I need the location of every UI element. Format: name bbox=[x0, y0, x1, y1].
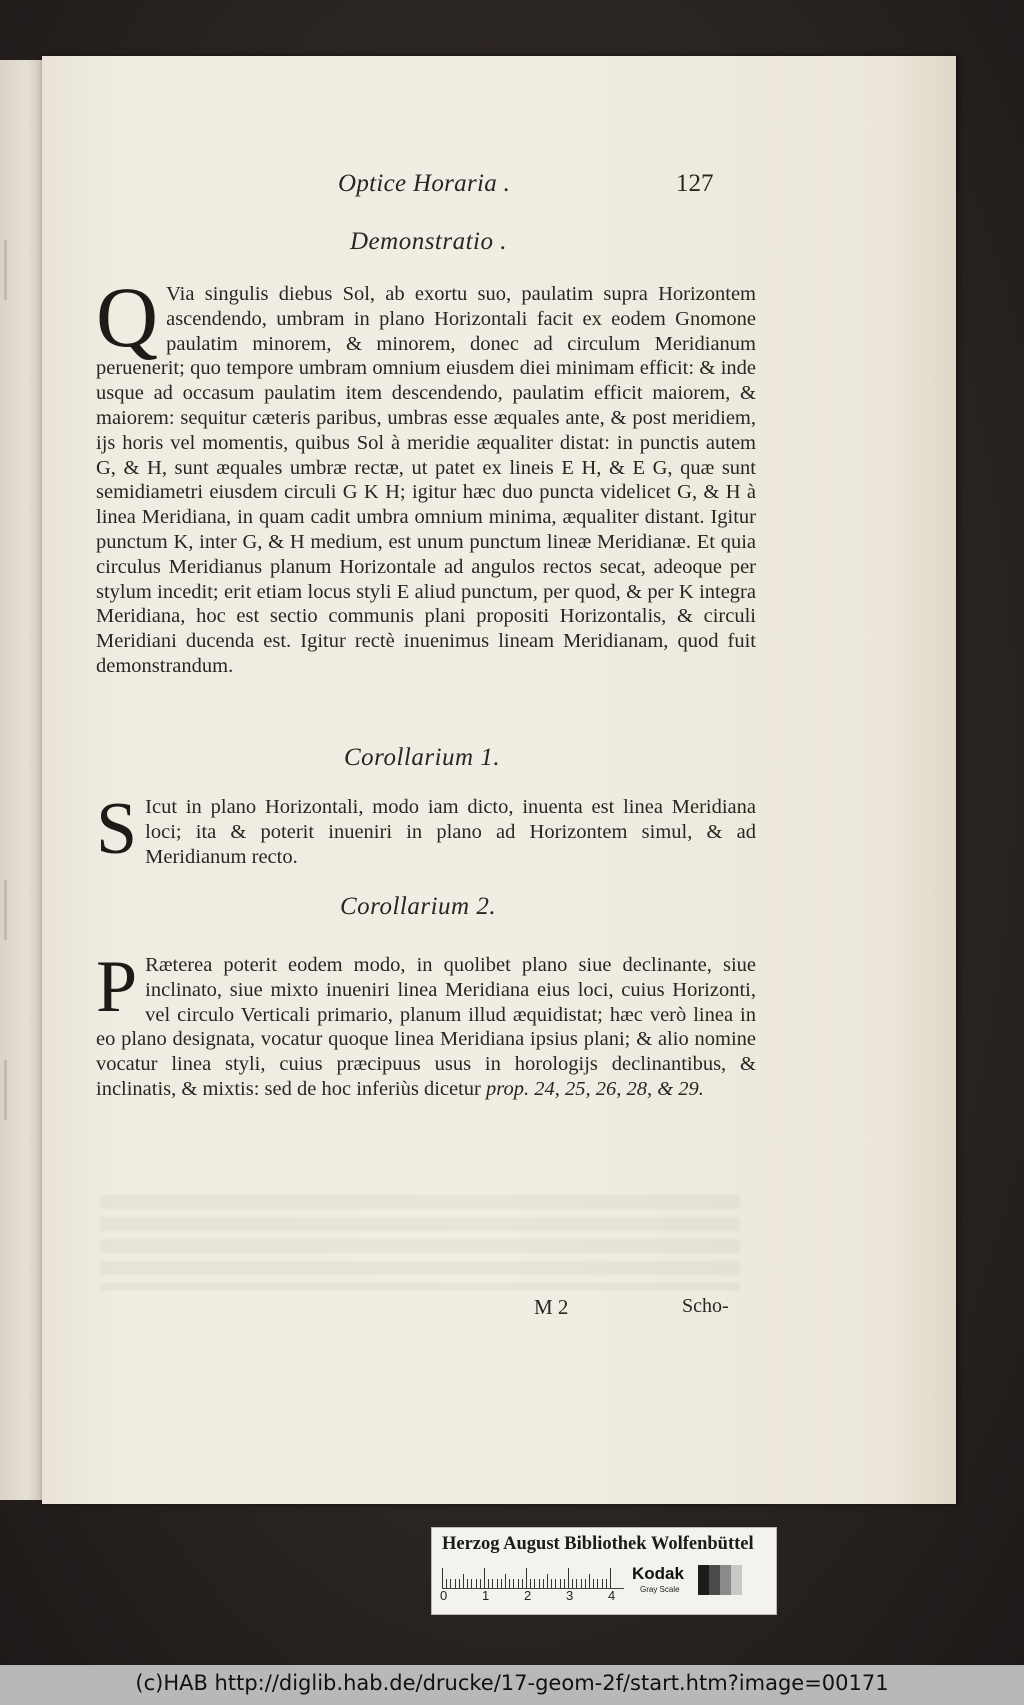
gray-patch bbox=[731, 1565, 742, 1595]
ruler-tick bbox=[555, 1579, 556, 1588]
ruler-tick bbox=[610, 1568, 611, 1588]
ruler-tick bbox=[467, 1579, 468, 1588]
gray-scale-label: Gray Scale bbox=[640, 1585, 680, 1594]
ruler-tick bbox=[543, 1579, 544, 1588]
ruler-tick bbox=[568, 1568, 569, 1588]
ruler-tick bbox=[581, 1579, 582, 1588]
ruler-tick bbox=[572, 1579, 573, 1588]
ruler-label: 0 bbox=[440, 1588, 448, 1603]
ruler-tick bbox=[539, 1579, 540, 1588]
ruler-tick bbox=[501, 1579, 502, 1588]
running-title: Optice Horaria . bbox=[338, 170, 511, 197]
facing-page-bleed bbox=[4, 240, 41, 300]
gray-scale-patches bbox=[698, 1565, 742, 1595]
ruler-tick bbox=[459, 1579, 460, 1588]
ruler-tick bbox=[522, 1579, 523, 1588]
corollarium-2-paragraph bbox=[96, 946, 756, 1102]
ruler-tick bbox=[560, 1579, 561, 1588]
ruler-tick bbox=[497, 1579, 498, 1588]
ruler-tick bbox=[513, 1579, 514, 1588]
ruler-tick bbox=[576, 1579, 577, 1588]
ruler-tick bbox=[593, 1579, 594, 1588]
ruler-label: 3 bbox=[566, 1588, 574, 1603]
corollarium-1-heading: Corollarium 1. bbox=[344, 744, 501, 771]
ruler-tick bbox=[518, 1579, 519, 1588]
scale-ruler bbox=[442, 1566, 624, 1589]
ruler-tick bbox=[551, 1579, 552, 1588]
ruler-tick bbox=[484, 1568, 485, 1588]
facing-page-bleed bbox=[4, 880, 41, 940]
dropcap-q: Q bbox=[96, 269, 159, 365]
ruler-label: 4 bbox=[608, 1588, 616, 1603]
signature-mark: M 2 bbox=[534, 1295, 569, 1319]
ruler-tick bbox=[606, 1579, 607, 1588]
corollarium-1-paragraph bbox=[96, 788, 756, 870]
dropcap-p: P bbox=[96, 946, 138, 1028]
gray-patch bbox=[698, 1565, 709, 1595]
ruler-tick bbox=[602, 1579, 603, 1588]
ruler-tick bbox=[455, 1579, 456, 1588]
ruler-tick bbox=[446, 1579, 447, 1588]
institution-name: Herzog August Bibliothek Wolfenbüttel bbox=[442, 1534, 754, 1554]
ruler-tick bbox=[564, 1579, 565, 1588]
ruler-tick bbox=[505, 1574, 506, 1588]
dropcap-s: S bbox=[96, 788, 138, 870]
proposition-references: prop. 24, 25, 26, 28, & 29. bbox=[486, 1077, 704, 1100]
ruler-tick bbox=[534, 1579, 535, 1588]
ruler-tick bbox=[547, 1574, 548, 1588]
gray-patch bbox=[709, 1565, 720, 1595]
demonstratio-text: Via singulis diebus Sol, ab exortu suo, paulatim supra Horizontem ascendendo, umbram in plano Horizontali facit ex eodem Gnomone paulatim minorem, & minorem, donec ad circulum Meridianum peruenerit; quo tempore umbram omnium eiusdem diei minimam efficit: & inde usque ad occasum paulatim item descendendo, paulatim efficit maiorem, & maiorem: sequitur cæteris paribus, umbras esse æquales ante, & post meridiem, ijs horis vel momentis, quibus Sol à meridie æqualiter distat: in punctis autem G, & H, sunt æquales umbræ rectæ, ut patet ex lineis E H, & E G, quæ sunt semidiametri eiusdem circuli G K H; igitur hæc duo puncta videlicet G, & H à linea Meridiana, in quam cadit umbra omnium minima, æqualiter distant. Igitur punctum K, inter G, & H medium, est unum punctum lineæ Meridianæ. Et quia circulus Meridianus planum Horizontale ad angulos rectos secat, adeoque per stylum incedit; erit etiam locus styli E aliud punctum, per quod, & per K integra Meridiana, hoc est sectio communis plani propositi Horizontalis, & circuli Meridiani ducenda est. Igitur rectè inuenimus lineam Meridianam, quod fuit demonstrandum. bbox=[96, 283, 756, 677]
page-number: 127 bbox=[676, 170, 714, 197]
ruler-tick bbox=[585, 1579, 586, 1588]
catchword: Scho- bbox=[682, 1295, 729, 1317]
ruler-label: 1 bbox=[482, 1588, 490, 1603]
ruler-tick bbox=[450, 1579, 451, 1588]
show-through-bleed bbox=[100, 1195, 740, 1290]
facing-page-edge bbox=[0, 60, 45, 1500]
ruler-tick bbox=[526, 1568, 527, 1588]
ruler-tick bbox=[589, 1574, 590, 1588]
demonstratio-paragraph bbox=[96, 269, 756, 679]
ruler-tick bbox=[530, 1579, 531, 1588]
ruler-tick bbox=[488, 1579, 489, 1588]
ruler-labels bbox=[440, 1588, 640, 1606]
corollarium-1-text: Icut in plano Horizontali, modo iam dicto, inuenta est linea Meridiana loci; ita & poterit inueniri in plano ad Horizontem simul, & ad Meridianum recto. bbox=[145, 796, 756, 868]
ruler-tick bbox=[471, 1579, 472, 1588]
credit-line: (c)HAB http://diglib.hab.de/drucke/17-geom-2f/start.htm?image=00171 bbox=[135, 1671, 889, 1695]
corollarium-2-heading: Corollarium 2. bbox=[340, 893, 497, 920]
ruler-tick bbox=[492, 1579, 493, 1588]
kodak-logo: Kodak bbox=[632, 1564, 684, 1583]
library-scan-card bbox=[431, 1527, 777, 1615]
gray-patch bbox=[720, 1565, 731, 1595]
ruler-tick bbox=[476, 1579, 477, 1588]
ruler-tick bbox=[442, 1568, 443, 1588]
ruler-tick bbox=[463, 1574, 464, 1588]
demonstratio-heading: Demonstratio . bbox=[350, 228, 507, 255]
corollarium-2-text: Ræterea poterit eodem modo, in quolibet plano siue declinante, siue inclinato, siue mixto inueniri linea Meridiana eius loci, cuius Horizonti, vel circulo Verticali primario, planum illud æquidistat; hæc verò linea in eo plano designata, vocatur quoque linea Meridiana ipsius plani; & alio nomine vocatur linea styli, cuius præcipuus usus in horologijs declinantibus, & inclinatis, & mixtis: sed de hoc inferiùs dicetur bbox=[96, 954, 756, 1100]
ruler-label: 2 bbox=[524, 1588, 532, 1603]
ruler-tick bbox=[597, 1579, 598, 1588]
ruler-tick bbox=[509, 1579, 510, 1588]
facing-page-bleed bbox=[4, 1060, 41, 1120]
ruler-tick bbox=[480, 1579, 481, 1588]
